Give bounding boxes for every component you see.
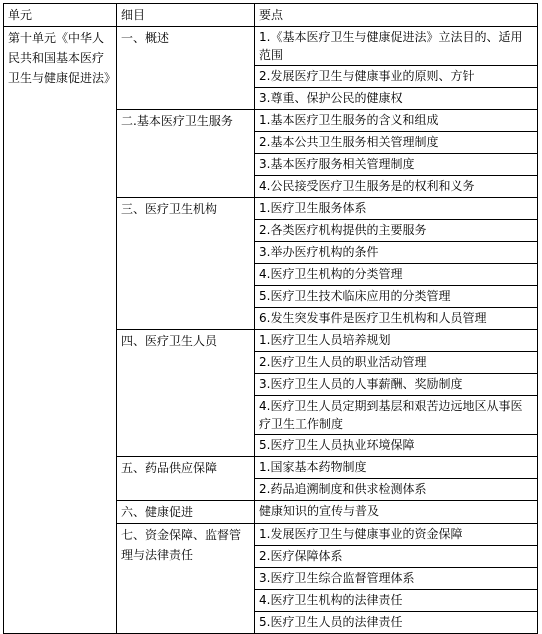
section-title-cell: 四、医疗卫生人员 — [117, 330, 255, 457]
key-point-cell: 3.医疗卫生人员的人事薪酬、奖励制度 — [255, 374, 538, 396]
key-point-cell: 健康知识的宣传与普及 — [255, 501, 538, 524]
key-point-cell: 3.举办医疗机构的条件 — [255, 242, 538, 264]
key-point-cell: 3.医疗卫生综合监督管理体系 — [255, 568, 538, 590]
header-row — [4, 4, 538, 27]
key-point-cell: 5.医疗卫生人员的法律责任 — [255, 612, 538, 634]
key-point-cell: 2.药品追溯制度和供求检测体系 — [255, 479, 538, 501]
syllabus-table — [3, 3, 538, 634]
section-title-cell: 五、药品供应保障 — [117, 457, 255, 501]
key-point-cell: 5.医疗卫生人员执业环境保障 — [255, 435, 538, 457]
key-point-cell: 2.基本公共卫生服务相关管理制度 — [255, 132, 538, 154]
key-point-cell: 3.基本医疗服务相关管理制度 — [255, 154, 538, 176]
key-point-cell: 1.国家基本药物制度 — [255, 457, 538, 479]
key-point-cell: 3.尊重、保护公民的健康权 — [255, 88, 538, 110]
header-subitem: 细目 — [117, 4, 255, 27]
key-point-cell: 2.医疗保障体系 — [255, 546, 538, 568]
header-key-points: 要点 — [255, 4, 538, 27]
section-title-cell: 二.基本医疗卫生服务 — [117, 110, 255, 198]
header-unit: 单元 — [4, 4, 117, 27]
key-point-cell: 4.公民接受医疗卫生服务是的权利和义务 — [255, 176, 538, 198]
key-point-cell: 4.医疗卫生机构的法律责任 — [255, 590, 538, 612]
unit-cell: 第十单元《中华人民共和国基本医疗卫生与健康促进法》 — [4, 27, 117, 634]
key-point-cell: 4.医疗卫生机构的分类管理 — [255, 264, 538, 286]
key-point-cell: 2.发展医疗卫生与健康事业的原则、方针 — [255, 66, 538, 88]
section-title-cell: 七、资金保障、监督管理与法律责任 — [117, 524, 255, 634]
section-title-cell: 一、概述 — [117, 27, 255, 110]
section-title-cell: 三、医疗卫生机构 — [117, 198, 255, 330]
key-point-cell: 5.医疗卫生技术临床应用的分类管理 — [255, 286, 538, 308]
key-point-cell: 4.医疗卫生人员定期到基层和艰苦边远地区从事医疗卫生工作制度 — [255, 396, 538, 435]
table-row — [4, 27, 538, 66]
table-body — [4, 27, 538, 634]
key-point-cell: 2.各类医疗机构提供的主要服务 — [255, 220, 538, 242]
key-point-cell: 1.基本医疗卫生服务的含义和组成 — [255, 110, 538, 132]
key-point-cell: 6.发生突发事件是医疗卫生机构和人员管理 — [255, 308, 538, 330]
key-point-cell: 1.发展医疗卫生与健康事业的资金保障 — [255, 524, 538, 546]
key-point-cell: 1.医疗卫生人员培养规划 — [255, 330, 538, 352]
key-point-cell: 1.医疗卫生服务体系 — [255, 198, 538, 220]
key-point-cell: 2.医疗卫生人员的职业活动管理 — [255, 352, 538, 374]
key-point-cell: 1.《基本医疗卫生与健康促进法》立法目的、适用范围 — [255, 27, 538, 66]
section-title-cell: 六、健康促进 — [117, 501, 255, 524]
